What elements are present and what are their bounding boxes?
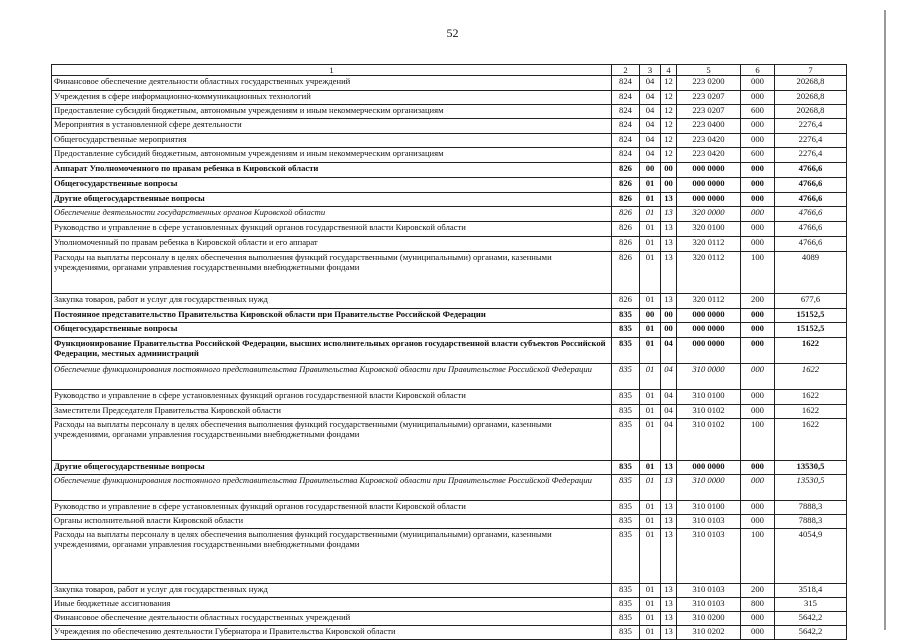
target-article-cell: 310 0103 xyxy=(677,598,741,612)
table-row xyxy=(52,178,847,193)
row-name-cell: Другие общегосударственные вопросы xyxy=(52,193,612,207)
scan-edge-line xyxy=(884,10,886,630)
amount-cell: 4766,6 xyxy=(775,207,847,222)
subsection-code-cell: 13 xyxy=(661,612,677,626)
section-code-cell: 01 xyxy=(640,390,661,405)
ministry-code-cell: 824 xyxy=(612,76,640,91)
row-name-cell: Мероприятия в установленной сфере деятельности xyxy=(52,119,612,134)
table-row xyxy=(52,237,847,252)
target-article-cell: 310 0103 xyxy=(677,515,741,529)
row-name-cell: Руководство и управление в сфере установленных функций органов государственной власти Кировской области xyxy=(52,501,612,515)
row-name-cell: Расходы на выплаты персоналу в целях обеспечения выполнения функций государственными (муниципальными) органами, казенными учреждениями, органами управления государственными внебюджетными фондами xyxy=(52,419,612,461)
subsection-code-cell: 13 xyxy=(661,598,677,612)
amount-cell: 20268,8 xyxy=(775,105,847,119)
section-code-cell: 01 xyxy=(640,364,661,390)
section-code-cell: 00 xyxy=(640,309,661,323)
table-row xyxy=(52,405,847,419)
section-code-cell: 01 xyxy=(640,338,661,364)
row-name-cell: Общегосударственные мероприятия xyxy=(52,134,612,148)
ministry-code-cell: 835 xyxy=(612,529,640,584)
row-name-cell: Другие общегосударственные вопросы xyxy=(52,461,612,475)
expense-type-cell: 100 xyxy=(741,529,775,584)
expense-type-cell: 800 xyxy=(741,598,775,612)
table-row xyxy=(52,148,847,163)
ministry-code-cell: 826 xyxy=(612,163,640,178)
row-name-cell: Уполномоченный по правам ребенка в Кировской области и его аппарат xyxy=(52,237,612,252)
subsection-code-cell: 00 xyxy=(661,309,677,323)
row-name-cell: Руководство и управление в сфере установленных функций органов государственной власти Кировской области xyxy=(52,222,612,237)
amount-cell: 15152,5 xyxy=(775,323,847,338)
ministry-code-cell: 826 xyxy=(612,207,640,222)
subsection-code-cell: 04 xyxy=(661,419,677,461)
expense-type-cell: 000 xyxy=(741,76,775,91)
table-row xyxy=(52,612,847,626)
subsection-code-cell: 04 xyxy=(661,338,677,364)
subsection-code-cell: 12 xyxy=(661,91,677,105)
ministry-code-cell: 826 xyxy=(612,252,640,294)
row-name-cell: Руководство и управление в сфере установленных функций органов государственной власти Кировской области xyxy=(52,390,612,405)
expense-type-cell: 000 xyxy=(741,119,775,134)
expense-type-cell: 000 xyxy=(741,515,775,529)
ministry-code-cell: 835 xyxy=(612,461,640,475)
target-article-cell: 310 0103 xyxy=(677,529,741,584)
table-row xyxy=(52,419,847,461)
row-name-cell: Предоставление субсидий бюджетным, автономным учреждениям и иным некоммерческим организациям xyxy=(52,105,612,119)
amount-cell: 315 xyxy=(775,598,847,612)
amount-cell: 4766,6 xyxy=(775,178,847,193)
section-code-cell: 01 xyxy=(640,515,661,529)
table-row xyxy=(52,105,847,119)
table-row xyxy=(52,475,847,501)
expense-type-cell: 000 xyxy=(741,222,775,237)
subsection-code-cell: 13 xyxy=(661,475,677,501)
ministry-code-cell: 826 xyxy=(612,222,640,237)
table-row xyxy=(52,364,847,390)
amount-cell: 4089 xyxy=(775,252,847,294)
amount-cell: 4766,6 xyxy=(775,222,847,237)
expense-type-cell: 000 xyxy=(741,178,775,193)
amount-cell: 4766,6 xyxy=(775,163,847,178)
amount-cell: 7888,3 xyxy=(775,501,847,515)
table-row xyxy=(52,515,847,529)
target-article-cell: 223 0420 xyxy=(677,148,741,163)
subsection-code-cell: 13 xyxy=(661,515,677,529)
target-article-cell: 310 0100 xyxy=(677,390,741,405)
section-code-cell: 01 xyxy=(640,598,661,612)
target-article-cell: 320 0100 xyxy=(677,222,741,237)
amount-cell: 20268,8 xyxy=(775,91,847,105)
expense-type-cell: 000 xyxy=(741,193,775,207)
amount-cell: 1622 xyxy=(775,405,847,419)
subsection-code-cell: 00 xyxy=(661,178,677,193)
amount-cell: 15152,5 xyxy=(775,309,847,323)
table-row xyxy=(52,626,847,640)
ministry-code-cell: 835 xyxy=(612,405,640,419)
expense-type-cell: 600 xyxy=(741,105,775,119)
subsection-code-cell: 04 xyxy=(661,405,677,419)
section-code-cell: 01 xyxy=(640,252,661,294)
expense-type-cell: 100 xyxy=(741,419,775,461)
section-code-cell: 01 xyxy=(640,584,661,598)
ministry-code-cell: 835 xyxy=(612,390,640,405)
expense-type-cell: 000 xyxy=(741,134,775,148)
row-name-cell: Расходы на выплаты персоналу в целях обеспечения выполнения функций государственными (муниципальными) органами, казенными учреждениями, органами управления государственными внебюджетными фондами xyxy=(52,252,612,294)
table-row xyxy=(52,598,847,612)
subsection-code-cell: 13 xyxy=(661,207,677,222)
page-number: 52 xyxy=(446,26,459,40)
table-row xyxy=(52,207,847,222)
subsection-code-cell: 13 xyxy=(661,461,677,475)
expense-type-cell: 000 xyxy=(741,237,775,252)
table-row xyxy=(52,193,847,207)
subsection-code-cell: 13 xyxy=(661,501,677,515)
target-article-cell: 310 0100 xyxy=(677,501,741,515)
table-row xyxy=(52,584,847,598)
expense-type-cell: 000 xyxy=(741,207,775,222)
expense-type-cell: 000 xyxy=(741,461,775,475)
target-article-cell: 310 0202 xyxy=(677,626,741,640)
section-code-cell: 04 xyxy=(640,76,661,91)
table-row xyxy=(52,222,847,237)
amount-cell: 1622 xyxy=(775,338,847,364)
row-name-cell: Обеспечение функционирования постоянного представительства Правительства Кировской области при Правительстве Российской Федерации xyxy=(52,475,612,501)
column-header: 4 xyxy=(661,65,677,76)
ministry-code-cell: 835 xyxy=(612,364,640,390)
row-name-cell: Обеспечение деятельности государственных органов Кировской области xyxy=(52,207,612,222)
amount-cell: 13530,5 xyxy=(775,461,847,475)
section-code-cell: 01 xyxy=(640,323,661,338)
table-row xyxy=(52,134,847,148)
target-article-cell: 223 0200 xyxy=(677,76,741,91)
section-code-cell: 01 xyxy=(640,612,661,626)
subsection-code-cell: 12 xyxy=(661,134,677,148)
section-code-cell: 01 xyxy=(640,419,661,461)
table-row xyxy=(52,163,847,178)
target-article-cell: 223 0207 xyxy=(677,105,741,119)
row-name-cell: Обеспечение функционирования постоянного представительства Правительства Кировской области при Правительстве Российской Федерации xyxy=(52,364,612,390)
ministry-code-cell: 826 xyxy=(612,178,640,193)
expense-type-cell: 000 xyxy=(741,501,775,515)
amount-cell: 4766,6 xyxy=(775,237,847,252)
row-name-cell: Закупка товаров, работ и услуг для государственных нужд xyxy=(52,294,612,309)
ministry-code-cell: 835 xyxy=(612,323,640,338)
section-code-cell: 04 xyxy=(640,134,661,148)
ministry-code-cell: 824 xyxy=(612,91,640,105)
amount-cell: 4054,9 xyxy=(775,529,847,584)
ministry-code-cell: 826 xyxy=(612,237,640,252)
target-article-cell: 310 0000 xyxy=(677,364,741,390)
column-header: 6 xyxy=(741,65,775,76)
target-article-cell: 000 0000 xyxy=(677,193,741,207)
table-row xyxy=(52,252,847,294)
column-header: 3 xyxy=(640,65,661,76)
ministry-code-cell: 835 xyxy=(612,612,640,626)
subsection-code-cell: 12 xyxy=(661,119,677,134)
subsection-code-cell: 13 xyxy=(661,294,677,309)
target-article-cell: 223 0420 xyxy=(677,134,741,148)
row-name-cell: Расходы на выплаты персоналу в целях обеспечения выполнения функций государственными (муниципальными) органами, казенными учреждениями, органами управления государственными внебюджетными фондами xyxy=(52,529,612,584)
target-article-cell: 320 0112 xyxy=(677,252,741,294)
ministry-code-cell: 835 xyxy=(612,501,640,515)
target-article-cell: 000 0000 xyxy=(677,323,741,338)
target-article-cell: 320 0112 xyxy=(677,294,741,309)
amount-cell: 1622 xyxy=(775,419,847,461)
ministry-code-cell: 824 xyxy=(612,148,640,163)
subsection-code-cell: 13 xyxy=(661,193,677,207)
expense-type-cell: 600 xyxy=(741,148,775,163)
row-name-cell: Общегосударственные вопросы xyxy=(52,323,612,338)
row-name-cell: Органы исполнительной власти Кировской области xyxy=(52,515,612,529)
target-article-cell: 310 0103 xyxy=(677,584,741,598)
section-code-cell: 01 xyxy=(640,461,661,475)
subsection-code-cell: 04 xyxy=(661,364,677,390)
budget-table xyxy=(51,64,847,640)
section-code-cell: 01 xyxy=(640,294,661,309)
amount-cell: 4766,6 xyxy=(775,193,847,207)
expense-type-cell: 000 xyxy=(741,163,775,178)
subsection-code-cell: 13 xyxy=(661,626,677,640)
target-article-cell: 320 0000 xyxy=(677,207,741,222)
row-name-cell: Учреждения по обеспечению деятельности Губернатора и Правительства Кировской области xyxy=(52,626,612,640)
target-article-cell: 000 0000 xyxy=(677,163,741,178)
table-row xyxy=(52,309,847,323)
ministry-code-cell: 835 xyxy=(612,598,640,612)
row-name-cell: Предоставление субсидий бюджетным, автономным учреждениям и иным некоммерческим организациям xyxy=(52,148,612,163)
target-article-cell: 320 0112 xyxy=(677,237,741,252)
table-row xyxy=(52,501,847,515)
ministry-code-cell: 824 xyxy=(612,119,640,134)
ministry-code-cell: 835 xyxy=(612,338,640,364)
target-article-cell: 223 0207 xyxy=(677,91,741,105)
ministry-code-cell: 835 xyxy=(612,515,640,529)
column-header: 5 xyxy=(677,65,741,76)
amount-cell: 2276,4 xyxy=(775,134,847,148)
expense-type-cell: 000 xyxy=(741,612,775,626)
ministry-code-cell: 826 xyxy=(612,193,640,207)
target-article-cell: 000 0000 xyxy=(677,461,741,475)
ministry-code-cell: 835 xyxy=(612,309,640,323)
row-name-cell: Заместители Председателя Правительства Кировской области xyxy=(52,405,612,419)
section-code-cell: 01 xyxy=(640,193,661,207)
row-name-cell: Общегосударственные вопросы xyxy=(52,178,612,193)
target-article-cell: 310 0200 xyxy=(677,612,741,626)
column-header: 1 xyxy=(52,65,612,76)
row-name-cell: Закупка товаров, работ и услуг для государственных нужд xyxy=(52,584,612,598)
amount-cell: 1622 xyxy=(775,390,847,405)
header-row xyxy=(52,65,847,76)
target-article-cell: 000 0000 xyxy=(677,338,741,364)
ministry-code-cell: 824 xyxy=(612,105,640,119)
amount-cell: 5642,2 xyxy=(775,626,847,640)
expense-type-cell: 000 xyxy=(741,390,775,405)
subsection-code-cell: 13 xyxy=(661,252,677,294)
ministry-code-cell: 835 xyxy=(612,419,640,461)
amount-cell: 2276,4 xyxy=(775,119,847,134)
subsection-code-cell: 13 xyxy=(661,237,677,252)
row-name-cell: Учреждения в сфере информационно-коммуникационных технологий xyxy=(52,91,612,105)
section-code-cell: 00 xyxy=(640,163,661,178)
section-code-cell: 01 xyxy=(640,178,661,193)
subsection-code-cell: 00 xyxy=(661,323,677,338)
expense-type-cell: 000 xyxy=(741,338,775,364)
subsection-code-cell: 12 xyxy=(661,148,677,163)
table-row xyxy=(52,76,847,91)
expense-type-cell: 000 xyxy=(741,405,775,419)
subsection-code-cell: 13 xyxy=(661,584,677,598)
subsection-code-cell: 04 xyxy=(661,390,677,405)
expense-type-cell: 200 xyxy=(741,294,775,309)
section-code-cell: 01 xyxy=(640,405,661,419)
target-article-cell: 223 0400 xyxy=(677,119,741,134)
table-row xyxy=(52,338,847,364)
column-header: 7 xyxy=(775,65,847,76)
row-name-cell: Функционирование Правительства Российской Федерации, высших исполнительных органов государственной власти субъектов Российской Федерации, местных администраций xyxy=(52,338,612,364)
expense-type-cell: 000 xyxy=(741,91,775,105)
amount-cell: 5642,2 xyxy=(775,612,847,626)
amount-cell: 13530,5 xyxy=(775,475,847,501)
section-code-cell: 01 xyxy=(640,501,661,515)
amount-cell: 2276,4 xyxy=(775,148,847,163)
budget-table-container xyxy=(51,64,846,640)
table-row xyxy=(52,294,847,309)
row-name-cell: Постоянное представительство Правительства Кировской области при Правительстве Российской Федерации xyxy=(52,309,612,323)
amount-cell: 1622 xyxy=(775,364,847,390)
table-row xyxy=(52,461,847,475)
section-code-cell: 01 xyxy=(640,475,661,501)
ministry-code-cell: 824 xyxy=(612,134,640,148)
ministry-code-cell: 835 xyxy=(612,626,640,640)
target-article-cell: 310 0102 xyxy=(677,405,741,419)
expense-type-cell: 000 xyxy=(741,475,775,501)
subsection-code-cell: 13 xyxy=(661,529,677,584)
target-article-cell: 000 0000 xyxy=(677,309,741,323)
section-code-cell: 04 xyxy=(640,91,661,105)
amount-cell: 3518,4 xyxy=(775,584,847,598)
subsection-code-cell: 13 xyxy=(661,222,677,237)
section-code-cell: 04 xyxy=(640,105,661,119)
section-code-cell: 01 xyxy=(640,222,661,237)
section-code-cell: 04 xyxy=(640,148,661,163)
expense-type-cell: 000 xyxy=(741,364,775,390)
section-code-cell: 04 xyxy=(640,119,661,134)
expense-type-cell: 000 xyxy=(741,309,775,323)
expense-type-cell: 200 xyxy=(741,584,775,598)
column-header: 2 xyxy=(612,65,640,76)
table-row xyxy=(52,119,847,134)
table-row xyxy=(52,91,847,105)
row-name-cell: Финансовое обеспечение деятельности областных государственных учреждений xyxy=(52,76,612,91)
row-name-cell: Аппарат Уполномоченного по правам ребенка в Кировской области xyxy=(52,163,612,178)
section-code-cell: 01 xyxy=(640,626,661,640)
target-article-cell: 310 0102 xyxy=(677,419,741,461)
target-article-cell: 000 0000 xyxy=(677,178,741,193)
table-row xyxy=(52,390,847,405)
section-code-cell: 01 xyxy=(640,237,661,252)
subsection-code-cell: 12 xyxy=(661,76,677,91)
table-row xyxy=(52,529,847,584)
section-code-cell: 01 xyxy=(640,207,661,222)
subsection-code-cell: 12 xyxy=(661,105,677,119)
amount-cell: 677,6 xyxy=(775,294,847,309)
amount-cell: 20268,8 xyxy=(775,76,847,91)
subsection-code-cell: 00 xyxy=(661,163,677,178)
expense-type-cell: 000 xyxy=(741,626,775,640)
section-code-cell: 01 xyxy=(640,529,661,584)
ministry-code-cell: 826 xyxy=(612,294,640,309)
expense-type-cell: 000 xyxy=(741,323,775,338)
target-article-cell: 310 0000 xyxy=(677,475,741,501)
row-name-cell: Иные бюджетные ассигнования xyxy=(52,598,612,612)
table-body xyxy=(52,76,847,640)
table-row xyxy=(52,323,847,338)
amount-cell: 7888,3 xyxy=(775,515,847,529)
row-name-cell: Финансовое обеспечение деятельности областных государственных учреждений xyxy=(52,612,612,626)
expense-type-cell: 100 xyxy=(741,252,775,294)
ministry-code-cell: 835 xyxy=(612,584,640,598)
ministry-code-cell: 835 xyxy=(612,475,640,501)
